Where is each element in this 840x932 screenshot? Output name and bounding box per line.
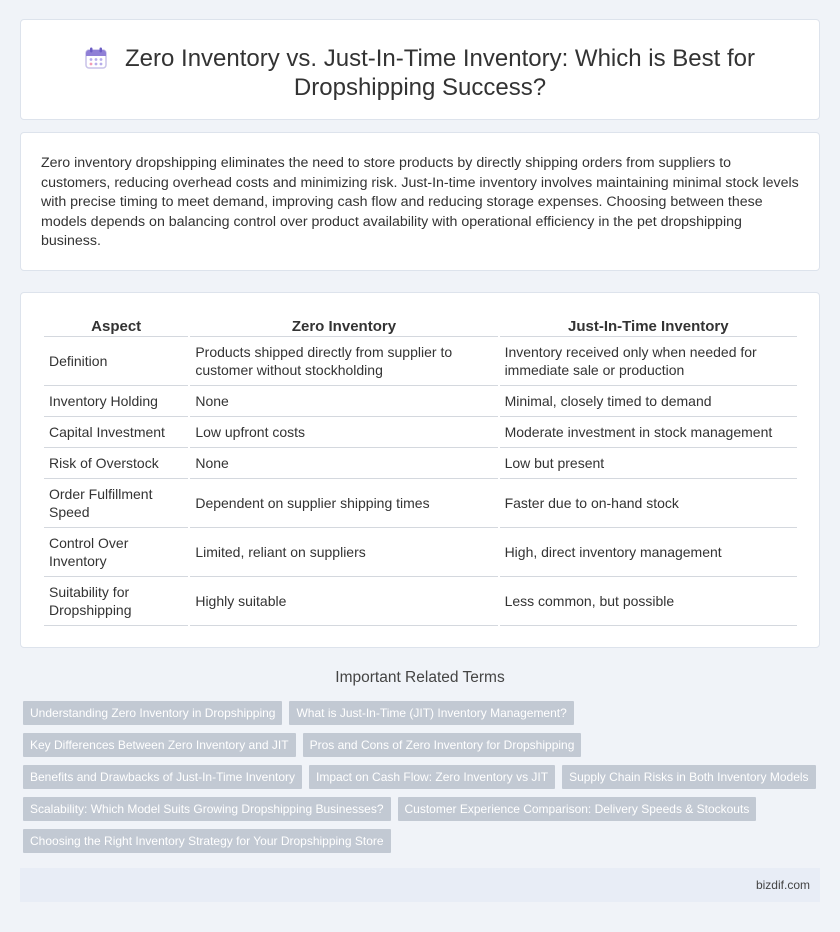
related-term-link[interactable]: Impact on Cash Flow: Zero Inventory vs JIT: [309, 765, 555, 789]
comparison-table: [42, 316, 799, 626]
row-zero-inventory: Low upfront costs: [190, 417, 497, 448]
table-row: [44, 386, 797, 417]
calendar-icon: [85, 47, 107, 69]
row-jit-inventory: Moderate investment in stock management: [500, 417, 797, 448]
header-zero-inventory: Zero Inventory: [190, 316, 497, 337]
table-row: [44, 577, 797, 626]
row-jit-inventory: High, direct inventory management: [500, 528, 797, 577]
related-term-link[interactable]: Benefits and Drawbacks of Just-In-Time Inventory: [23, 765, 302, 789]
row-jit-inventory: Less common, but possible: [500, 577, 797, 626]
table-row: [44, 479, 797, 528]
related-term-link[interactable]: Understanding Zero Inventory in Dropshipping: [23, 701, 282, 725]
footer: [20, 868, 820, 902]
row-jit-inventory: Low but present: [500, 448, 797, 479]
table-row: [44, 417, 797, 448]
row-zero-inventory: Limited, reliant on suppliers: [190, 528, 497, 577]
row-aspect: Definition: [44, 337, 188, 386]
comparison-table-card: [20, 292, 820, 648]
row-jit-inventory: Faster due to on-hand stock: [500, 479, 797, 528]
related-term-link[interactable]: Supply Chain Risks in Both Inventory Models: [562, 765, 815, 789]
row-zero-inventory: Dependent on supplier shipping times: [190, 479, 497, 528]
table-row: [44, 448, 797, 479]
related-terms-list: [23, 701, 823, 861]
related-term-link[interactable]: Key Differences Between Zero Inventory and JIT: [23, 733, 296, 757]
related-term-link[interactable]: Choosing the Right Inventory Strategy for Your Dropshipping Store: [23, 829, 391, 853]
row-aspect: Control Over Inventory: [44, 528, 188, 577]
row-aspect: Order Fulfillment Speed: [44, 479, 188, 528]
footer-site-link[interactable]: bizdif.com: [755, 878, 810, 892]
row-aspect: Suitability for Dropshipping: [44, 577, 188, 626]
table-row: [44, 337, 797, 386]
page-title: [21, 44, 819, 102]
table-header-row: [44, 316, 797, 337]
title-line-1: Zero Inventory vs. Just-In-Time Inventory: Which is Best for: [125, 45, 755, 72]
row-zero-inventory: Highly suitable: [190, 577, 497, 626]
intro-paragraph: Zero inventory dropshipping eliminates the need to store products by directly shipping orders from suppliers to customers, reducing overhead costs and minimizing risk. Just-In-time inventory involves maintaining minimal stock levels with precise timing to meet demand, improving cash flow and reducing storage expenses. Choosing between these models depends on balancing control over product availability with operational efficiency in the pet dropshipping business.: [41, 155, 799, 249]
title-card: [20, 19, 820, 120]
header-aspect: Aspect: [44, 316, 188, 337]
row-zero-inventory: Products shipped directly from supplier to customer without stockholding: [190, 337, 497, 386]
related-term-link[interactable]: What is Just-In-Time (JIT) Inventory Management?: [289, 701, 573, 725]
title-line-2: Dropshipping Success?: [293, 74, 547, 101]
related-term-link[interactable]: Scalability: Which Model Suits Growing Dropshipping Businesses?: [23, 797, 391, 821]
intro-card: [20, 132, 820, 271]
row-aspect: Risk of Overstock: [44, 448, 188, 479]
row-zero-inventory: None: [190, 386, 497, 417]
row-jit-inventory: Inventory received only when needed for immediate sale or production: [500, 337, 797, 386]
related-term-link[interactable]: Pros and Cons of Zero Inventory for Dropshipping: [303, 733, 582, 757]
header-jit-inventory: Just-In-Time Inventory: [500, 316, 797, 337]
related-term-link[interactable]: Customer Experience Comparison: Delivery Speeds & Stockouts: [398, 797, 757, 821]
related-terms-heading: Important Related Terms: [335, 669, 505, 686]
row-aspect: Capital Investment: [44, 417, 188, 448]
table-row: [44, 528, 797, 577]
row-jit-inventory: Minimal, closely timed to demand: [500, 386, 797, 417]
row-aspect: Inventory Holding: [44, 386, 188, 417]
row-zero-inventory: None: [190, 448, 497, 479]
